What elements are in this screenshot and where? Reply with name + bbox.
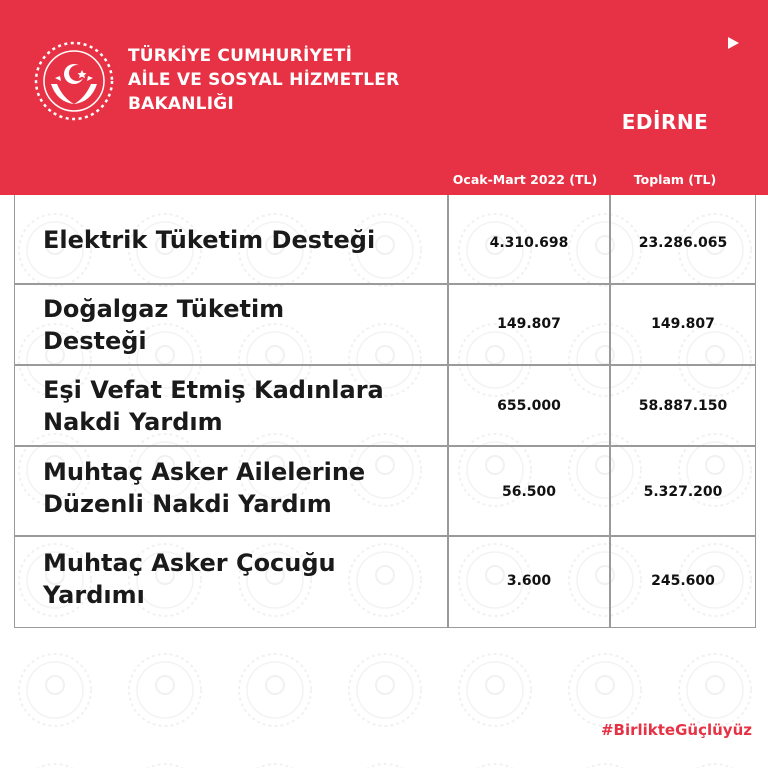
row-label-line: Muhtaç Asker Çocuğu: [43, 549, 336, 577]
table-cell-total: 5.327.200: [643, 484, 723, 500]
column-header-total: Toplam (TL): [633, 172, 717, 187]
ministry-name: [128, 44, 399, 116]
ministry-line-2: AİLE VE SOSYAL HİZMETLER: [128, 70, 400, 90]
row-label-line: Eşi Vefat Etmiş Kadınlara: [43, 376, 384, 404]
play-icon[interactable]: [726, 36, 740, 50]
table-cell-total: 23.286.065: [638, 235, 728, 251]
table-cell-total: 245.600: [651, 573, 715, 589]
table-cell-period: 149.807: [497, 316, 561, 332]
row-label-line: Doğalgaz Tüketim: [43, 295, 285, 323]
table-row-label: [43, 456, 443, 520]
table-cell-period: 4.310.698: [489, 235, 569, 251]
row-divider-3: [15, 445, 755, 447]
ministry-line-1: TÜRKİYE CUMHURİYETİ: [128, 46, 353, 66]
row-label-line: Düzenli Nakdi Yardım: [43, 490, 332, 518]
row-label-line: Nakdi Yardım: [43, 408, 223, 436]
table-cell-total: 149.807: [651, 316, 715, 332]
column-header-period: Ocak-Mart 2022 (TL): [452, 172, 598, 187]
table-cell-total: 58.887.150: [638, 398, 728, 414]
aid-table: [14, 195, 756, 628]
table-cell-period: 655.000: [497, 398, 561, 414]
table-row-label: [43, 374, 443, 438]
city-title: EDİRNE: [621, 110, 709, 134]
table-row-label: [43, 293, 443, 357]
hashtag: #BirlikteGüçlüyüz: [600, 721, 752, 739]
row-label-line: Elektrik Tüketim Desteği: [43, 226, 376, 254]
row-label-line: Muhtaç Asker Ailelerine: [43, 458, 366, 486]
row-divider-2: [15, 364, 755, 366]
row-label-line: Yardımı: [43, 581, 145, 609]
ministry-emblem-icon: [33, 40, 115, 122]
table-cell-period: 56.500: [501, 484, 557, 500]
header-banner: [0, 0, 768, 195]
table-row-label: [43, 547, 443, 611]
row-divider-1: [15, 283, 755, 285]
table-cell-period: 3.600: [506, 573, 552, 589]
table-row-label: [43, 224, 443, 256]
ministry-line-3: BAKANLIĞI: [128, 94, 234, 114]
row-label-line: Desteği: [43, 327, 147, 355]
row-divider-4: [15, 535, 755, 537]
